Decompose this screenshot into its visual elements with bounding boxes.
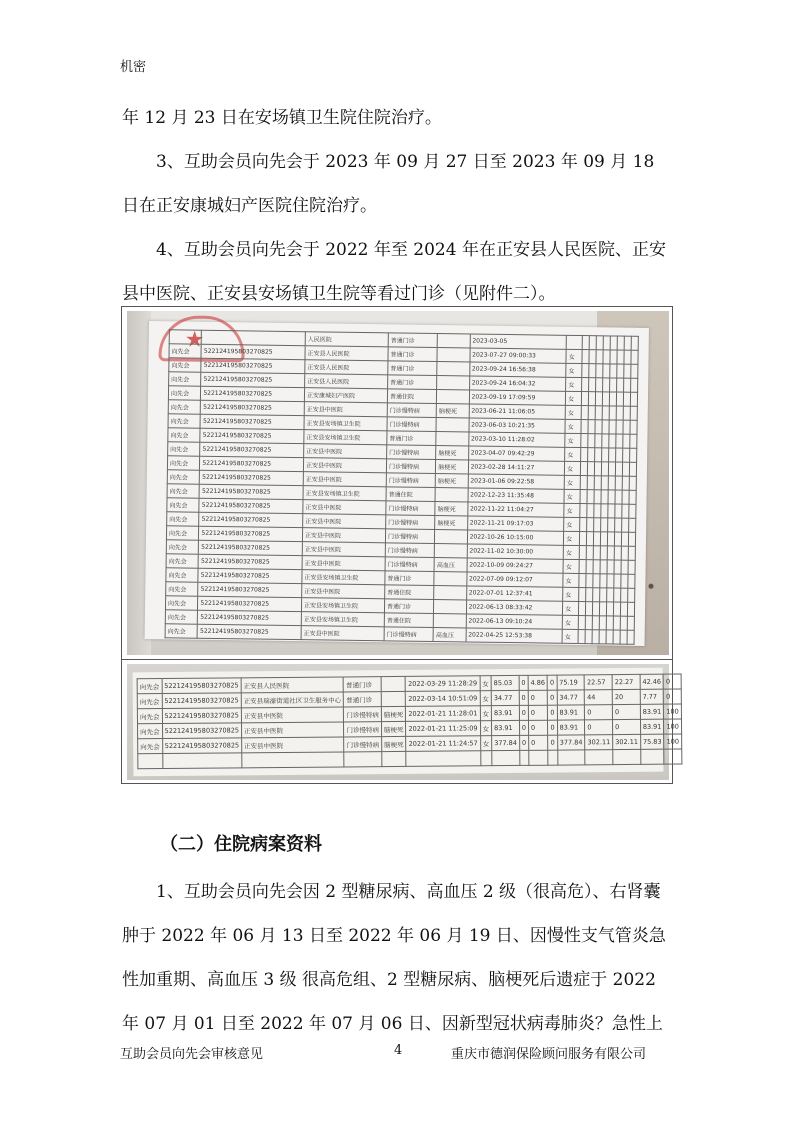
table-cell: 83.91 [640, 719, 664, 734]
table-cell [437, 362, 470, 376]
table-cell: 0 [613, 719, 641, 734]
table-cell: 0 [585, 720, 613, 735]
table-cell: 522124195803270825 [200, 470, 304, 485]
table-cell: 522124195803270825 [162, 723, 242, 739]
table-cell: 向先会 [167, 498, 200, 512]
table-cell: 向先会 [168, 386, 201, 400]
table-cell: 2022-07-01 12:37:41 [466, 586, 563, 601]
table-cell: 向先会 [165, 610, 198, 624]
table-cell: 正安县人民医院 [305, 374, 388, 389]
table-cell [435, 488, 468, 502]
table-cell: 正安县中医院 [303, 500, 386, 515]
table-cell: 女 [563, 559, 579, 573]
table-cell: 女 [564, 531, 580, 545]
table-cell [202, 330, 306, 345]
table-cell: 女 [563, 545, 579, 559]
table-cell [629, 504, 636, 518]
table-cell: 2022-01-21 11:24:57 [406, 736, 480, 752]
table-cell: 向先会 [166, 568, 199, 582]
table-cell: 2022-04-25 12:53:38 [466, 628, 563, 643]
table-cell [434, 586, 467, 600]
table-cell: 向先会 [166, 554, 199, 568]
table-cell: 正安县中医院 [304, 402, 387, 417]
table-cell: 522124195803270825 [201, 358, 305, 373]
table-cell: 向先会 [169, 358, 202, 372]
table-cell: 522124195803270825 [197, 624, 301, 639]
table-cell: 门诊慢特病 [385, 557, 434, 572]
table-cell: 女 [565, 447, 581, 461]
table-cell: 0 [585, 705, 613, 720]
table-cell: 普通住院 [387, 389, 436, 404]
table-cell: 0 [519, 720, 528, 735]
table-cell: 44 [584, 690, 612, 705]
table-cell: 女 [566, 363, 582, 377]
table-cell: 0 [529, 735, 549, 750]
section-heading: （二）住院病案资料 [160, 834, 322, 855]
table-cell [585, 750, 613, 765]
table-cell [382, 751, 407, 766]
table-cell: 向先会 [137, 709, 162, 724]
table-cell: 2022-11-02 10:30:00 [467, 544, 564, 559]
table-cell: 2022-10-09 09:24:27 [467, 558, 564, 573]
table-cell: 0 [548, 735, 557, 750]
table-cell: 377.84 [492, 735, 520, 750]
table-cell: 34.77 [491, 690, 519, 705]
table-cell: 0 [548, 720, 557, 735]
table-cell: 522124195803270825 [199, 526, 303, 541]
table-cell: 向先会 [137, 694, 162, 709]
table-cell: 100 [664, 719, 682, 734]
table-cell: 向先会 [166, 540, 199, 554]
table-cell [436, 432, 469, 446]
table-cell: 女 [563, 587, 579, 601]
table-cell: 向先会 [137, 679, 162, 694]
attachment-photo-secondary [127, 664, 680, 780]
table-cell: 女 [564, 503, 580, 517]
table-cell: 正安县中医院 [303, 514, 386, 529]
table-cell: 正安县安场镇卫生院 [301, 598, 384, 613]
table-cell: 向先会 [167, 470, 200, 484]
table-cell [664, 749, 682, 764]
table-cell: 门诊慢特病 [387, 417, 436, 432]
table-cell: 向先会 [138, 724, 163, 739]
table-cell [628, 574, 635, 588]
photo-divider [122, 659, 672, 660]
table-cell [630, 420, 637, 434]
table-cell: 女 [566, 377, 582, 391]
table-cell: 脑梗死 [381, 706, 406, 721]
table-cell: 向先会 [168, 400, 201, 414]
table-cell: 女 [565, 419, 581, 433]
table-cell: 0 [547, 675, 556, 690]
table-cell: 正安县安场镇卫生院 [301, 612, 384, 627]
outpatient-records-table-2 [137, 674, 683, 770]
table-cell: 正安县中医院 [301, 626, 384, 641]
table-cell: 门诊慢特病 [386, 515, 435, 530]
table-cell: 522124195803270825 [200, 428, 304, 443]
table-cell: 门诊慢特病 [385, 543, 434, 558]
table-cell: 522124195803270825 [199, 512, 303, 527]
table-cell: 0 [664, 689, 682, 704]
table-cell: 女 [563, 573, 579, 587]
table-cell [629, 476, 636, 490]
table-cell: 门诊慢特病 [344, 737, 382, 752]
table-cell: 2023-01-06 09:22:58 [468, 474, 565, 489]
table-cell: 向先会 [169, 344, 202, 358]
table-cell: 女 [562, 615, 578, 629]
table-cell: 0 [548, 690, 557, 705]
table-cell: 门诊慢特病 [387, 403, 436, 418]
table-cell: 2022-12-23 11:35:48 [468, 488, 565, 503]
table-cell: 22.27 [612, 674, 640, 689]
table-cell: 522124195803270825 [198, 568, 302, 583]
table-cell: 门诊慢特病 [344, 722, 382, 737]
table-cell: 522124195803270825 [162, 708, 242, 724]
photographed-record-sheet-2 [133, 668, 680, 777]
table-cell: 向先会 [167, 484, 200, 498]
table-cell: 门诊慢特病 [387, 445, 436, 460]
table-cell: 302.11 [585, 735, 613, 750]
table-cell: 女 [565, 461, 581, 475]
table-cell: 向先会 [168, 428, 201, 442]
table-cell: 高血压 [434, 558, 467, 572]
table-cell: 门诊慢特病 [386, 473, 435, 488]
table-cell: 人民医院 [305, 332, 388, 347]
table-cell: 0 [519, 735, 528, 750]
table-cell [641, 749, 665, 764]
table-cell [169, 330, 202, 344]
table-cell: 522124195803270825 [162, 738, 242, 754]
table-cell: 女 [566, 391, 582, 405]
table-cell: 522124195803270825 [199, 484, 303, 499]
table-cell: 脑梗死 [435, 502, 468, 516]
table-cell: 门诊慢特病 [386, 459, 435, 474]
table-cell [437, 348, 470, 362]
table-cell: 85.03 [491, 675, 519, 690]
table-cell: 0 [612, 704, 640, 719]
table-cell [630, 378, 637, 392]
table-cell: 2022-11-21 09:17:03 [467, 516, 564, 531]
table-cell: 522124195803270825 [199, 498, 303, 513]
table-cell: 75.19 [557, 675, 585, 690]
attachment-photo-frame [121, 306, 680, 784]
table-cell [631, 336, 638, 350]
table-cell: 522124195803270825 [198, 596, 302, 611]
table-cell: 522124195803270825 [162, 678, 242, 694]
table-cell [628, 560, 635, 574]
table-cell: 0 [548, 705, 557, 720]
table-cell: 女 [480, 721, 492, 736]
table-cell [566, 335, 582, 349]
seal-star-icon: ★ [184, 327, 205, 353]
table-cell: 522124195803270825 [201, 344, 305, 359]
table-cell: 83.91 [640, 704, 664, 719]
table-cell [162, 753, 242, 769]
photographed-record-sheet [145, 321, 649, 646]
table-cell: 0 [528, 705, 548, 720]
table-cell: 302.11 [613, 734, 641, 749]
table-cell: 522124195803270825 [200, 456, 304, 471]
table-cell [630, 406, 637, 420]
table-cell: 2022-01-21 11:28:01 [406, 706, 480, 722]
table-cell: 正安县中医院 [303, 472, 386, 487]
table-cell [629, 490, 636, 504]
table-cell: 522124195803270825 [198, 610, 302, 625]
table-cell: 正安县人民医院 [241, 677, 344, 693]
table-cell: 女 [563, 601, 579, 615]
table-cell [381, 676, 406, 691]
table-cell: 2023-09-24 16:56:38 [469, 362, 566, 377]
table-cell: 正安康城妇产医院 [304, 388, 387, 403]
table-cell: 向先会 [166, 582, 199, 596]
table-cell: 脑梗死 [436, 446, 469, 460]
table-cell [434, 600, 467, 614]
table-cell [435, 530, 468, 544]
table-cell: 女 [564, 475, 580, 489]
table-cell: 522124195803270825 [198, 582, 302, 597]
table-cell: 522124195803270825 [200, 442, 304, 457]
table-cell: 正安县中医院 [302, 556, 385, 571]
table-cell: 脑梗死 [436, 404, 469, 418]
table-cell [628, 532, 635, 546]
table-cell: 34.77 [557, 690, 585, 705]
table-cell [434, 544, 467, 558]
table-cell: 脑梗死 [381, 721, 406, 736]
attachment-photo-main [127, 311, 669, 655]
table-cell: 2022-07-09 09:12:07 [466, 572, 563, 587]
table-cell: 100 [664, 734, 682, 749]
table-cell [242, 752, 345, 768]
table-cell [529, 750, 549, 765]
table-cell: 女 [564, 517, 580, 531]
table-cell [548, 750, 557, 765]
confidential-label: 机密 [120, 60, 147, 75]
table-cell: 2023-09-19 17:09:59 [469, 390, 566, 405]
table-cell: 正安县安场镇卫生院 [302, 570, 385, 585]
table-cell: 向先会 [167, 512, 200, 526]
table-cell: 女 [480, 706, 492, 721]
table-cell: 7.77 [640, 689, 664, 704]
table-cell [433, 614, 466, 628]
table-cell: 脑梗死 [435, 516, 468, 530]
table-cell: 女 [562, 629, 578, 643]
table-cell [344, 752, 382, 767]
table-cell: 42.46 [640, 674, 664, 689]
table-cell [630, 392, 637, 406]
table-cell: 正安县中医院 [302, 542, 385, 557]
table-cell: 522124195803270825 [201, 400, 305, 415]
table-cell [630, 434, 637, 448]
table-cell [381, 691, 406, 706]
table-cell: 女 [480, 736, 492, 751]
table-cell: 门诊慢特病 [384, 627, 433, 642]
table-cell: 向先会 [169, 372, 202, 386]
table-cell: 脑梗死 [436, 460, 469, 474]
table-cell: 普通住院 [385, 585, 434, 600]
table-cell: 2022-06-13 08:33:42 [466, 600, 563, 615]
table-cell: 正安县安场镇卫生院 [303, 486, 386, 501]
table-cell: 正安县中医院 [302, 528, 385, 543]
table-cell: 向先会 [138, 739, 163, 754]
table-cell: 脑梗死 [382, 736, 407, 751]
table-cell: 正安县人民医院 [305, 346, 388, 361]
table-cell: 女 [565, 433, 581, 447]
table-cell: 向先会 [168, 442, 201, 456]
table-cell: 0 [663, 674, 681, 689]
table-cell: 20 [612, 689, 640, 704]
table-cell: 83.91 [491, 720, 519, 735]
table-cell: 普通住院 [384, 613, 433, 628]
table-cell: 83.91 [557, 705, 585, 720]
footer-page-number: 4 [394, 1043, 403, 1058]
table-cell [629, 462, 636, 476]
table-cell: 2023-06-21 11:06:05 [469, 404, 566, 419]
table-cell: 正安县中医院 [241, 707, 344, 723]
table-cell: 2023-06-03 10:21:35 [469, 418, 566, 433]
paragraph-continuation: 年 12 月 23 日在安场镇卫生院住院治疗。 [122, 108, 442, 128]
table-cell: 门诊慢特病 [386, 501, 435, 516]
table-cell: 向先会 [167, 456, 200, 470]
table-cell: 522124195803270825 [201, 386, 305, 401]
table-cell: 2023-07-27 09:00:33 [470, 348, 567, 363]
table-cell [406, 751, 480, 767]
table-cell: 门诊慢特病 [344, 707, 382, 722]
table-cell: 女 [480, 691, 492, 706]
table-cell: 2023-09-24 16:04:32 [469, 376, 566, 391]
table-cell: 83.91 [557, 720, 585, 735]
table-cell: 正安县中医院 [302, 584, 385, 599]
table-cell: 普通门诊 [344, 677, 382, 692]
table-cell: 高血压 [433, 628, 466, 642]
table-cell: 2022-06-13 09:10:24 [466, 614, 563, 629]
table-cell: 普通门诊 [387, 431, 436, 446]
table-cell: 普通门诊 [385, 571, 434, 586]
table-cell: 普通门诊 [388, 361, 437, 376]
table-cell: 普通门诊 [384, 599, 433, 614]
table-cell: 正安县安场镇卫生院 [304, 430, 387, 445]
table-cell: 正安县中医院 [303, 458, 386, 473]
table-cell: 向先会 [166, 526, 199, 540]
table-cell [437, 376, 470, 390]
table-cell [480, 751, 492, 766]
table-cell [627, 616, 634, 630]
table-cell: 75.83 [640, 734, 664, 749]
table-cell [613, 749, 641, 764]
table-cell: 普通门诊 [388, 333, 437, 348]
table-cell: 0 [528, 720, 548, 735]
table-cell: 0 [519, 675, 528, 690]
footer-document-title: 互助会员向先会审核意见 [120, 1047, 264, 1062]
table-cell: 522124195803270825 [162, 693, 242, 709]
table-cell [628, 546, 635, 560]
table-cell: 2022-11-22 11:04:27 [467, 502, 564, 517]
table-cell: 正安县中医院 [304, 444, 387, 459]
table-cell: 正安县安场镇卫生院 [304, 416, 387, 431]
paragraph-hospital-records: 1、互助会员向先会因 2 型糖尿病、高血压 2 级（很高危）、右肾囊肿于 2022 年 06 月 13 日至 2022 年 06 月 19 日、因慢性支气管炎急性加重期、高血压 3 级 很高危组、2 型糖尿病、脑梗死后遗症于 2022 年 07 月 01 日至 2022 年 07 月 06 日、因新型冠状病毒肺炎？急性上 [122, 882, 666, 1034]
table-cell: 向先会 [165, 624, 198, 638]
table-cell: 4.86 [528, 675, 548, 690]
table-cell [436, 418, 469, 432]
table-cell: 普通住院 [386, 487, 435, 502]
table-cell [631, 364, 638, 378]
table-cell: 普通门诊 [388, 375, 437, 390]
table-cell [437, 334, 470, 348]
table-cell: 女 [565, 405, 581, 419]
table-cell: 向先会 [168, 414, 201, 428]
table-cell: 2023-04-07 09:42:29 [468, 446, 565, 461]
table-cell: 2022-03-14 10:51:09 [406, 691, 480, 707]
table-cell: 普通门诊 [388, 347, 437, 362]
table-cell: 普通门诊 [344, 692, 382, 707]
table-cell: 正安县人民医院 [305, 360, 388, 375]
table-cell [627, 588, 634, 602]
table-cell: 女 [564, 489, 580, 503]
footer-company-name: 重庆市德润保险顾问服务有限公司 [451, 1047, 647, 1062]
table-cell [138, 754, 163, 769]
table-cell [520, 750, 529, 765]
table-cell: 正安县中医院 [242, 737, 345, 753]
table-cell [627, 630, 634, 644]
table-cell: 522124195803270825 [199, 540, 303, 555]
table-cell: 2022-10-26 10:15:00 [467, 530, 564, 545]
table-cell: 0 [519, 705, 528, 720]
table-cell: 女 [480, 676, 492, 691]
table-cell: 正安县瑞濠街道社区卫生服务中心 [241, 692, 344, 708]
table-cell: 2022-01-21 11:25:09 [406, 721, 480, 737]
table-cell: 522124195803270825 [201, 372, 305, 387]
table-cell [492, 750, 520, 765]
table-cell: 377.84 [557, 735, 585, 750]
table-cell [557, 750, 585, 765]
table-cell [628, 518, 635, 532]
table-cell: 2022-03-29 11:28:29 [406, 676, 480, 692]
table-cell: 门诊慢特病 [385, 529, 434, 544]
paragraph-item-4: 4、互助会员向先会于 2022 年至 2024 年在正安县人民医院、正安县中医院、正安县安场镇卫生院等看过门诊（见附件二）。 [122, 240, 666, 304]
table-cell: 女 [566, 349, 582, 363]
table-cell: 100 [664, 704, 682, 719]
table-cell: 2023-03-05 [470, 334, 567, 349]
table-cell: 向先会 [165, 596, 198, 610]
table-cell: 0 [528, 690, 548, 705]
paragraph-item-3: 3、互助会员向先会于 2023 年 09 月 27 日至 2023 年 09 月 18 日在正安康城妇产医院住院治疗。 [122, 152, 655, 216]
table-cell: 正安县中医院 [241, 722, 344, 738]
outpatient-records-table [165, 329, 639, 645]
table-cell: 2023-03-10 11:28:02 [468, 432, 565, 447]
table-cell: 83.91 [491, 705, 519, 720]
table-cell: 522124195803270825 [200, 414, 304, 429]
table-cell [434, 572, 467, 586]
table-cell: 22.57 [584, 675, 612, 690]
table-cell: 脑梗死 [435, 474, 468, 488]
table-cell [631, 350, 638, 364]
table-cell [629, 448, 636, 462]
table-cell: 0 [519, 690, 528, 705]
table-cell [627, 602, 634, 616]
table-cell: 2023-02-28 14:11:27 [468, 460, 565, 475]
table-cell: 522124195803270825 [198, 554, 302, 569]
table-cell [437, 390, 470, 404]
